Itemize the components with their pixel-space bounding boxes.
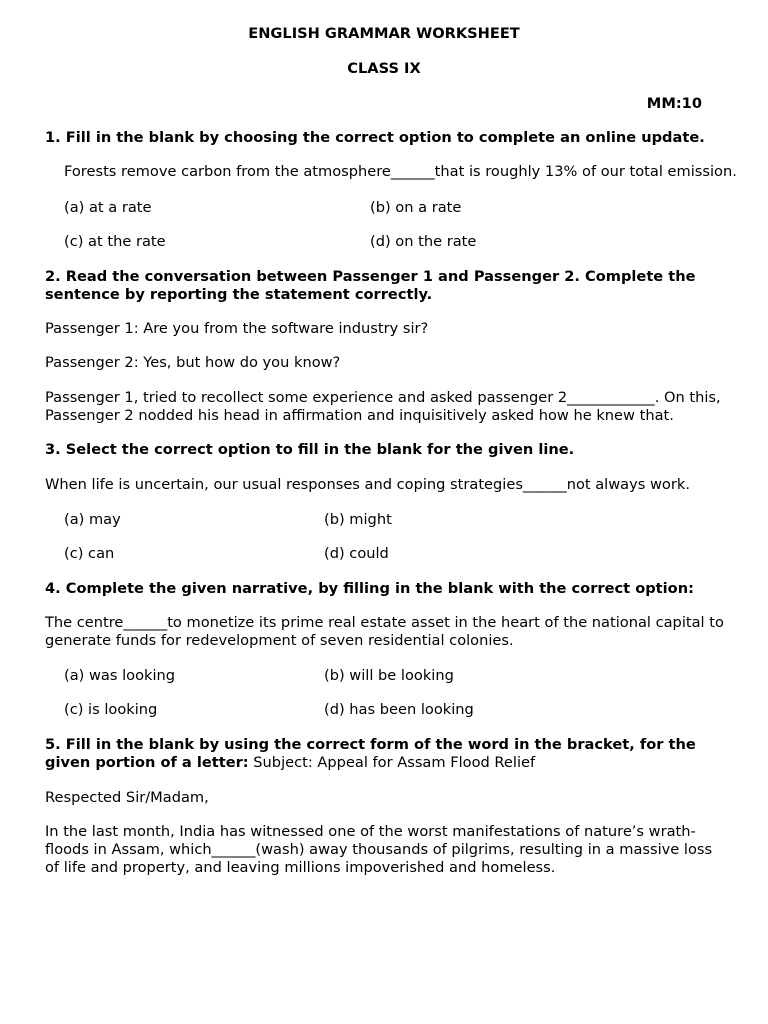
q3-option-b: (b) might (324, 511, 392, 528)
q1-option-b: (b) on a rate (370, 199, 462, 216)
question-2: 2. Read the conversation between Passenger 1 and Passenger 2. Complete the sentence by reporting the statement correctly. (45, 268, 696, 303)
q2-report: Passenger 1, tried to recollect some experience and asked passenger 2____________. On this, Passenger 2 nodded his head in affirmation and inquisitively asked how he knew that. (45, 389, 721, 424)
q3-sentence: When life is uncertain, our usual responses and coping strategies______not always work. (45, 476, 690, 493)
q1-sentence: Forests remove carbon from the atmosphere______that is roughly 13% of our total emission. (64, 163, 737, 180)
q4-sentence: The centre______to monetize its prime real estate asset in the heart of the national capital to generate funds for redevelopment of seven residential colonies. (45, 614, 724, 649)
q1-option-c: (c) at the rate (64, 233, 166, 250)
q4-option-a: (a) was looking (64, 667, 176, 684)
question-5: 5. Fill in the blank by using the correct form of the word in the bracket, for the given portion of a letter: (45, 736, 696, 771)
q4-option-c: (c) is looking (64, 701, 158, 718)
q3-option-c: (c) can (64, 545, 115, 562)
q5-letter-body: In the last month, India has witnessed one of the worst manifestations of nature’s wrath-floods in Assam, which______(wash) away thousands of pilgrims, resulting in a massive loss of life and property, and leaving millions impoverished and homeless. (45, 823, 713, 876)
question-4: 4. Complete the given narrative, by filling in the blank with the correct option: (45, 580, 694, 597)
q5-subject: Subject: Appeal for Assam Flood Relief (248, 754, 536, 771)
class-label: CLASS IX (347, 60, 421, 77)
q1-option-a: (a) at a rate (64, 199, 152, 216)
question-1: 1. Fill in the blank by choosing the correct option to complete an online update. (45, 129, 705, 146)
q5-salutation: Respected Sir/Madam, (45, 789, 209, 806)
q4-option-b: (b) will be looking (324, 667, 454, 684)
q1-option-d: (d) on the rate (370, 233, 477, 250)
worksheet-title: ENGLISH GRAMMAR WORKSHEET (248, 25, 520, 42)
q4-option-d: (d) has been looking (324, 701, 474, 718)
question-5-block (45, 736, 725, 772)
q2-passenger-1-line: Passenger 1: Are you from the software industry sir? (45, 320, 429, 337)
q2-passenger-2-line: Passenger 2: Yes, but how do you know? (45, 354, 341, 371)
question-3: 3. Select the correct option to fill in the blank for the given line. (45, 441, 575, 458)
q3-option-a: (a) may (64, 511, 121, 528)
max-marks: MM:10 (646, 95, 702, 112)
q3-option-d: (d) could (324, 545, 389, 562)
